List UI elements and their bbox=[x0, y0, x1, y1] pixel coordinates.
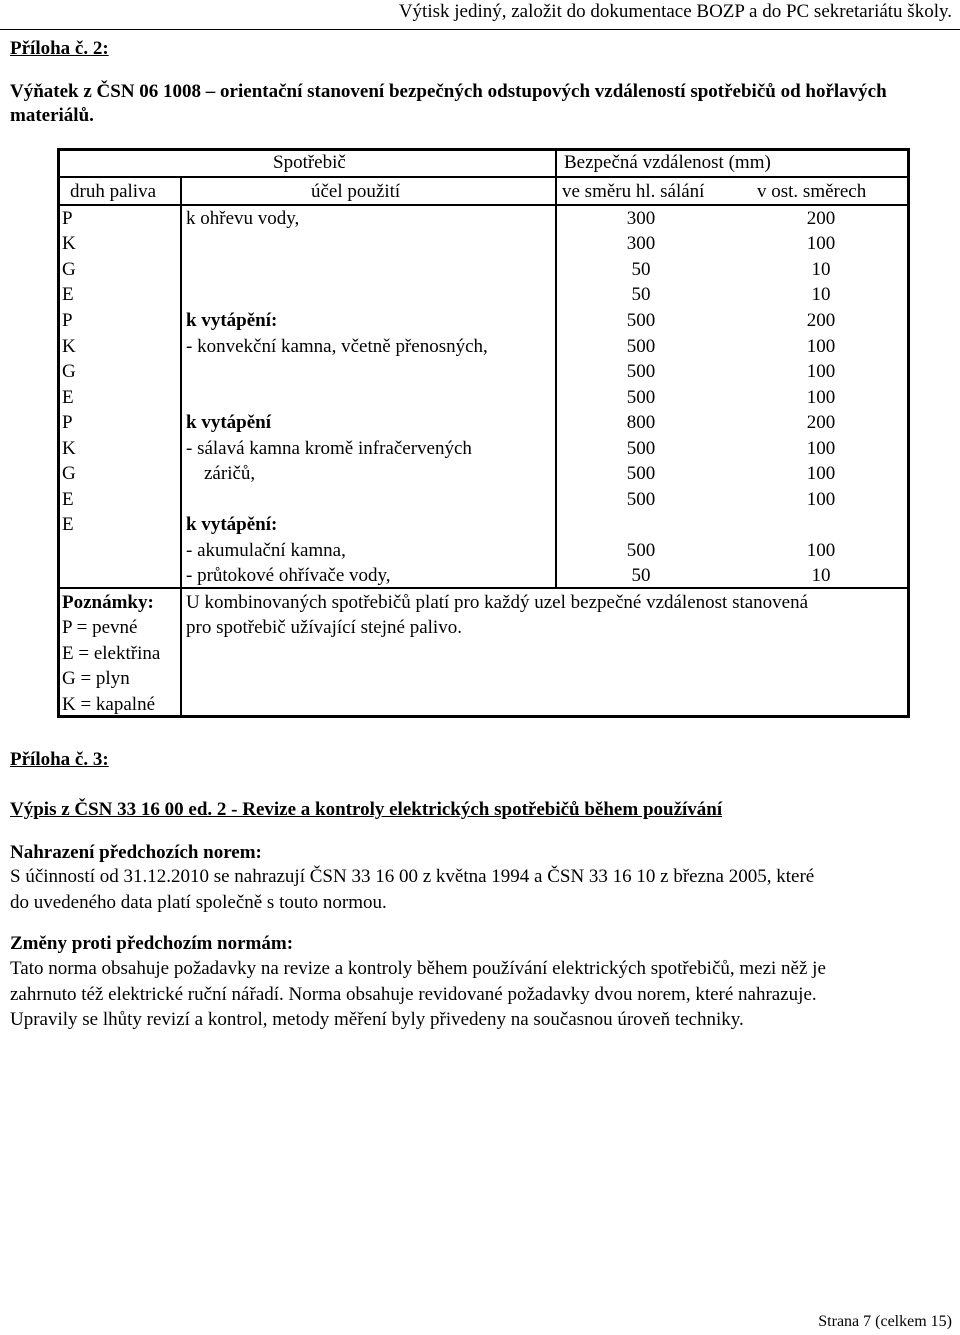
distance-main: 500 bbox=[626, 361, 656, 382]
fuel-cell: E bbox=[62, 387, 74, 408]
annex-3-title: Výpis z ČSN 33 16 00 ed. 2 - Revize a kontroly elektrických spotřebičů během používání bbox=[10, 799, 723, 820]
distance-table bbox=[57, 148, 910, 718]
distance-other: 10 bbox=[811, 284, 831, 305]
distance-other: 100 bbox=[806, 540, 836, 561]
fuel-cell: E bbox=[62, 489, 74, 510]
legend-item: G = plyn bbox=[62, 668, 130, 689]
use-line: - akumulační kamna, bbox=[186, 540, 346, 561]
distance-main: 50 bbox=[631, 259, 651, 280]
section-heading: Nahrazení předchozích norem: bbox=[10, 842, 262, 863]
distance-main: 500 bbox=[626, 463, 656, 484]
fuel-cell: P bbox=[62, 310, 73, 331]
distance-main: 800 bbox=[626, 412, 656, 433]
table-col-rule-2 bbox=[555, 148, 557, 587]
distance-main: 50 bbox=[631, 284, 651, 305]
distance-main: 300 bbox=[626, 233, 656, 254]
fuel-cell: K bbox=[62, 336, 76, 357]
fuel-cell: G bbox=[62, 259, 76, 280]
annex-2-title: Výňatek z ČSN 06 1008 – orientační stanovení bezpečných odstupových vzdáleností spotřebičů od hořlavých materiálů. bbox=[10, 81, 887, 126]
col-direction-other: v ost. směrech bbox=[757, 181, 867, 202]
distance-other: 10 bbox=[811, 259, 831, 280]
distance-other: 10 bbox=[811, 565, 831, 586]
distance-other: 200 bbox=[806, 208, 836, 229]
distance-main: 500 bbox=[626, 336, 656, 357]
head-appliance: Spotřebič bbox=[273, 152, 346, 173]
paragraph-line: S účinností od 31.12.2010 se nahrazují ČSN 33 16 00 z května 1994 a ČSN 33 16 10 z března 2005, které bbox=[10, 866, 815, 887]
distance-other: 100 bbox=[806, 489, 836, 510]
use-line: záričů, bbox=[204, 463, 256, 484]
use-line: - průtokové ohřívače vody, bbox=[186, 565, 391, 586]
col-direction-main: ve směru hl. sálání bbox=[562, 181, 705, 202]
legend-item: P = pevné bbox=[62, 617, 138, 638]
fuel-cell: K bbox=[62, 233, 76, 254]
col-fuel: druh paliva bbox=[70, 181, 157, 202]
fuel-cell: E bbox=[62, 514, 74, 535]
fuel-cell: P bbox=[62, 412, 73, 433]
distance-main: 500 bbox=[626, 438, 656, 459]
notes-label: Poznámky: bbox=[62, 592, 154, 613]
section-heading: Změny proti předchozím normám: bbox=[10, 933, 294, 954]
col-use: účel použití bbox=[311, 181, 401, 202]
use-line: k ohřevu vody, bbox=[186, 208, 300, 229]
fuel-cell: G bbox=[62, 361, 76, 382]
annex-3-label: Příloha č. 3: bbox=[10, 749, 109, 770]
use-line-heading: k vytápění bbox=[186, 412, 271, 433]
fuel-cell: P bbox=[62, 208, 73, 229]
distance-other: 100 bbox=[806, 233, 836, 254]
distance-main: 50 bbox=[631, 565, 651, 586]
fuel-cell: K bbox=[62, 438, 76, 459]
notes-text: U kombinovaných spotřebičů platí pro každý uzel bezpečné vzdálenost stanovená bbox=[186, 592, 809, 613]
paragraph-line: do uvedeného data platí společně s touto normou. bbox=[10, 892, 387, 913]
distance-other: 100 bbox=[806, 336, 836, 357]
fuel-cell: E bbox=[62, 284, 74, 305]
distance-other: 100 bbox=[806, 463, 836, 484]
table-col-rule-1 bbox=[180, 176, 182, 587]
fuel-cell: G bbox=[62, 463, 76, 484]
distance-other: 100 bbox=[806, 387, 836, 408]
notes-text: pro spotřebič užívající stejné palivo. bbox=[186, 617, 462, 638]
paragraph-line: zahrnuto též elektrické ruční nářadí. Norma obsahuje revidované požadavky dvou norem, které nahrazuje. bbox=[10, 984, 817, 1005]
legend-item: E = elektřina bbox=[62, 643, 161, 664]
use-line: - sálavá kamna kromě infračervených bbox=[186, 438, 472, 459]
table-rule-header bbox=[57, 176, 910, 178]
distance-main: 300 bbox=[626, 208, 656, 229]
table-rule-notes bbox=[57, 587, 910, 589]
table-col-rule-notes bbox=[180, 587, 182, 718]
distance-other: 100 bbox=[806, 438, 836, 459]
paragraph-line: Tato norma obsahuje požadavky na revize a kontroly během používání elektrických spotřebičů, mezi něž je bbox=[10, 958, 826, 979]
distance-main: 500 bbox=[626, 489, 656, 510]
annex-2-label: Příloha č. 2: bbox=[10, 38, 109, 59]
distance-main: 500 bbox=[626, 540, 656, 561]
distance-other: 100 bbox=[806, 361, 836, 382]
distance-other: 200 bbox=[806, 310, 836, 331]
document-header: Výtisk jediný, založit do dokumentace BOZP a do PC sekretariátu školy. bbox=[398, 1, 952, 22]
distance-main: 500 bbox=[626, 310, 656, 331]
use-line: - konvekční kamna, včetně přenosných, bbox=[186, 336, 488, 357]
distance-main: 500 bbox=[626, 387, 656, 408]
distance-other: 200 bbox=[806, 412, 836, 433]
head-distance: Bezpečná vzdálenost (mm) bbox=[564, 152, 771, 173]
use-line-heading: k vytápění: bbox=[186, 514, 278, 535]
page-footer: Strana 7 (celkem 15) bbox=[818, 1313, 952, 1330]
legend-item: K = kapalné bbox=[62, 694, 156, 715]
use-line-heading: k vytápění: bbox=[186, 310, 278, 331]
paragraph-line: Upravily se lhůty revizí a kontrol, metody měření byly přivedeny na současnou úroveň techniky. bbox=[10, 1009, 744, 1030]
